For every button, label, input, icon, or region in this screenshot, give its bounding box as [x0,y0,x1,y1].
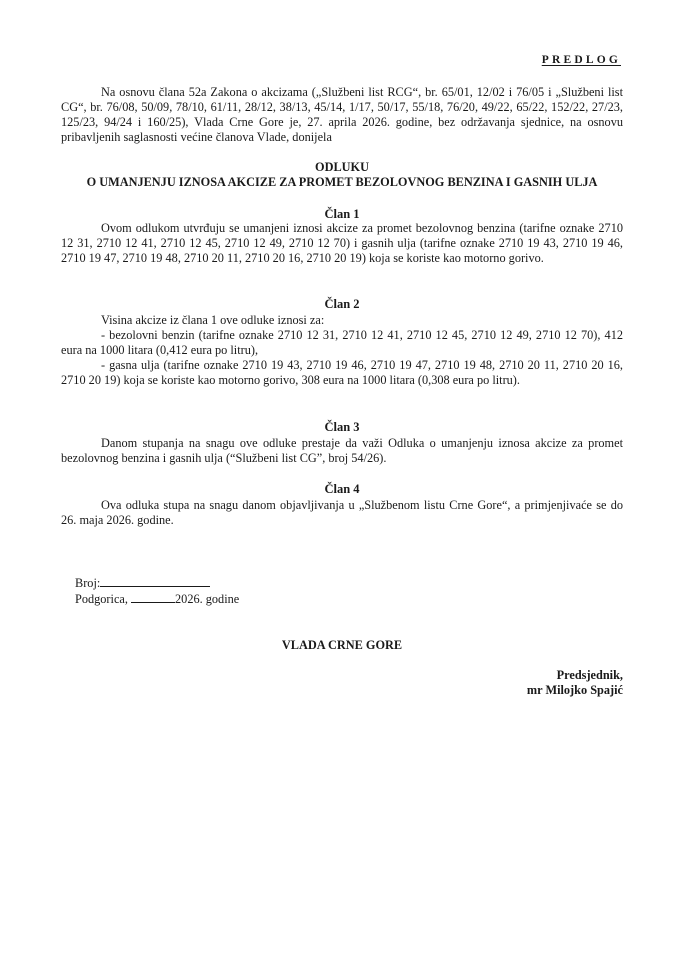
article-4-body [61,498,623,528]
article-3-paragraph: Danom stupanja na snagu ove odluke prestaje da važi Odluka o umanjenju iznosa akcize za promet bezolovnog benzina i gasnih ulja (“Službeni list CG”, broj 54/26). [61,436,623,465]
article-3-body [61,436,623,466]
signature-block [527,668,623,698]
place-date-line [75,591,239,607]
decision-title [61,160,623,190]
reference-block [75,575,239,607]
article-1-heading: Član 1 [324,207,360,221]
article-4-paragraph: Ova odluka stupa na snagu danom objavljivanja u „Službenom listu Crne Gore“, a primjenjivaće se do 26. maja 2026. godine. [61,498,623,527]
place-label: Podgorica, [75,592,128,606]
signatory-name: mr Milojko Spajić [526,683,623,697]
government-name: VLADA CRNE GORE [281,638,403,652]
decision-title-line1: ODLUKU [315,160,369,174]
reference-number-line [75,575,239,591]
draft-label: PREDLOG [541,54,621,66]
article-2-item-benzin: - bezolovni benzin (tarifne oznake 2710 12 31, 2710 12 41, 2710 12 45, 2710 12 49, 2710 12 70), 412 eura na 1000 litara (0,412 eura po litru), [61,328,623,357]
article-3-heading: Član 3 [324,420,360,434]
reference-number-label: Broj: [75,576,101,590]
decision-title-line2: O UMANJENJU IZNOSA AKCIZE ZA PROMET BEZOLOVNOG BENZINA I GASNIH ULJA [86,175,598,189]
article-2-heading: Član 2 [324,297,360,311]
signatory-role: Predsjednik, [556,668,623,682]
article-2-intro: Visina akcize iz člana 1 ove odluke iznosi za: [101,313,325,327]
article-2-item-gasna-ulja: - gasna ulja (tarifne oznake 2710 19 43, 2710 19 46, 2710 19 47, 2710 19 48, 2710 20 11, 2710 20 16, 2710 20 19) koja se koriste kao motorno gorivo, 308 eura na 1000 litara (0,308 eura po litru). [61,358,623,387]
article-1-paragraph: Ovom odlukom utvrđuju se umanjeni iznosi akcize za promet bezolovnog benzina (tarifne oznake 2710 12 31, 2710 12 41, 2710 12 45, 2710 12 49, 2710 12 70) i gasnih ulja (tarifne oznake 2710 19 43, 2710 19 46, 2710 19 47, 2710 19 48, 2710 20 11, 2710 20 16, 2710 20 19) koja se koriste kao motorno gorivo. [61,221,623,265]
article-4-heading: Član 4 [324,482,360,496]
year-label: 2026. godine [175,592,240,606]
date-blank [131,591,175,603]
article-2-body [61,313,623,388]
article-1-body [61,221,623,266]
preamble-paragraph: Na osnovu člana 52a Zakona o akcizama („Službeni list RCG“, br. 65/01, 12/02 i 76/05 i „Službeni list CG“, br. 76/08, 50/09, 78/10, 61/11, 28/12, 38/13, 45/14, 1/17, 50/17, 55/18, 76/20, 49/22, 65/22, 152/22, 27/23, 125/23, 94/24 i 160/25), Vlada Crne Gore je, 27. aprila 2026. godine, bez održavanja sjednice, na osnovu pribavljenih saglasnosti većine članova Vlade, donijela [61,85,623,144]
reference-number-blank [100,575,210,587]
